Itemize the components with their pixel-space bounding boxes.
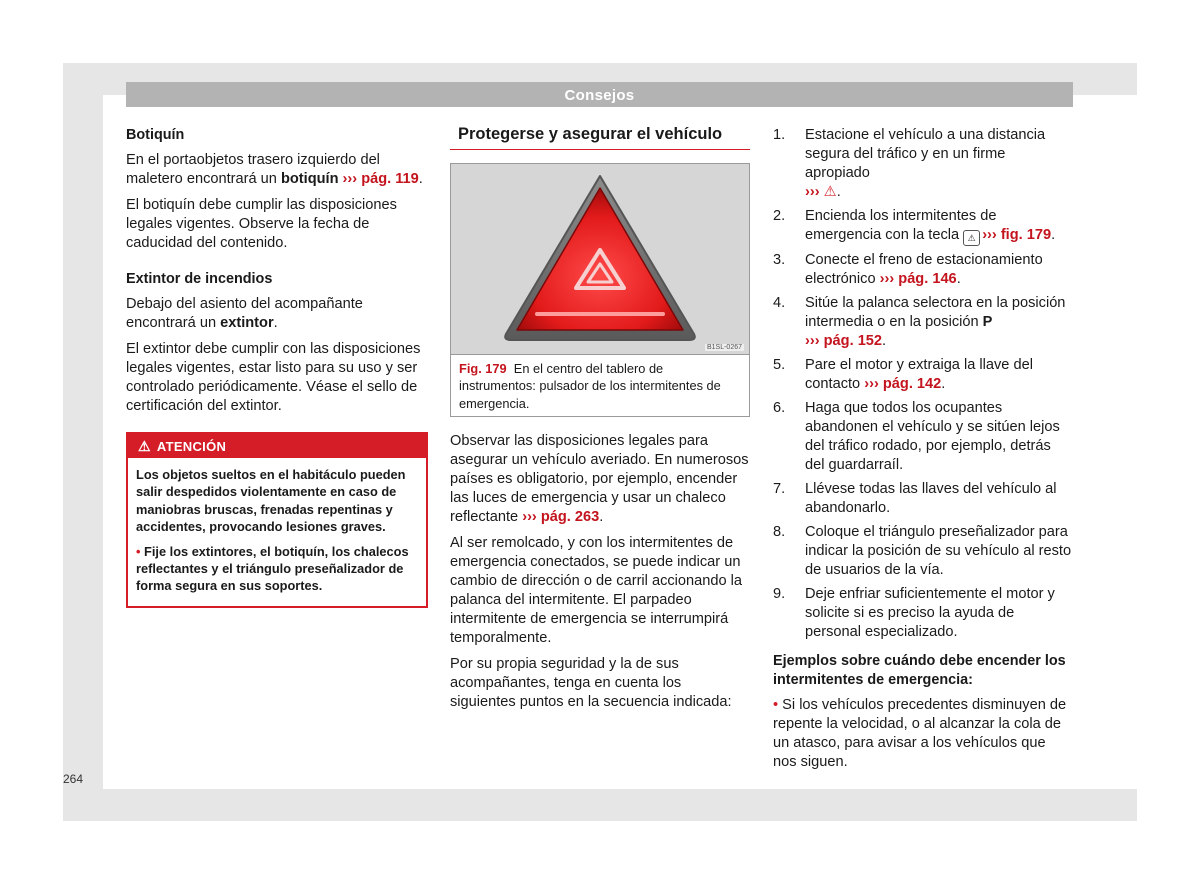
warning-icon: ⚠ — [823, 184, 837, 200]
extintor-paragraph-2: El extintor debe cumplir con las disposiciones legales vigentes, estar listo para su uso y ser controlado periódicamente. Véase el sello de certificación del extintor. — [126, 341, 421, 414]
caption-text: En el centro del tablero de instrumentos: pulsador de los intermitentes de emergencia. — [459, 361, 721, 411]
text: . — [273, 315, 278, 331]
warning-paragraph-2 — [136, 543, 418, 595]
step-text: Conecte el freno de estacionamiento electrónico — [805, 252, 1043, 287]
text: . — [418, 171, 423, 187]
botiquin-paragraph-1 — [126, 151, 428, 189]
bullet-icon: • — [773, 697, 779, 713]
warning-box — [126, 432, 428, 608]
text: . — [956, 271, 961, 287]
step-item — [773, 480, 1073, 518]
text: . — [882, 333, 887, 349]
step-text: Sitúe la palanca selectora en la posición intermedia o en la posición — [805, 295, 1066, 330]
steps-list — [773, 126, 1073, 642]
warning-triangle-icon: ⚠ — [138, 438, 151, 454]
text: Debajo del asiento del acompañante encontrará un — [126, 296, 363, 331]
step-number: 6. — [773, 400, 786, 416]
step-number: 9. — [773, 586, 786, 602]
botiquin-paragraph-2: El botiquín debe cumplir las disposiciones legales vigentes. Observe la fecha de caducidad del contenido. — [126, 197, 397, 251]
page-reference-link[interactable]: ››› pág. 146 — [879, 271, 957, 287]
figure-caption — [451, 355, 749, 416]
step-number: 8. — [773, 524, 786, 540]
step-text: Deje enfriar suficientemente el motor y solicite si es preciso la ayuda de personal especializado. — [805, 586, 1055, 640]
text: Observar las disposiciones legales para asegurar un vehículo averiado. En numerosos países es obligatorio, por ejemplo, encender las luces de emergencia y usar un chaleco reflectante — [450, 433, 749, 526]
hazard-key-icon: ⚠ — [963, 230, 980, 246]
column-left — [126, 126, 428, 608]
figure — [450, 163, 750, 417]
step-item — [773, 399, 1073, 475]
botiquin-title: Botiquín — [126, 127, 185, 143]
paragraph-2: Al ser remolcado, y con los intermitentes de emergencia conectados, se puede indicar un cambio de dirección o de carril accionando la palanca del intermitente. El parpadeo intermitente de emergencia se interrumpirá temporalmente. — [450, 535, 743, 647]
step-item — [773, 356, 1073, 394]
page-reference-link[interactable]: ››› pág. 263 — [518, 509, 600, 526]
step-text: Haga que todos los ocupantes abandonen el vehículo y se sitúen lejos del tráfico rodado, por ejemplo, detrás del guardarraíl. — [805, 400, 1060, 473]
page-number: 264 — [63, 772, 84, 786]
text: . — [599, 509, 604, 526]
bullet-icon: • — [136, 543, 141, 559]
step-number: 1. — [773, 127, 786, 143]
step-text: Llévese todas las llaves del vehículo al abandonarlo. — [805, 481, 1057, 516]
step-item — [773, 251, 1073, 289]
page-reference-link[interactable]: ››› pág. 152 — [805, 333, 883, 349]
page-reference-link[interactable]: ››› pág. 119 — [338, 171, 419, 187]
warning-title: ATENCIÓN — [156, 439, 227, 454]
paragraph-3: Por su propia seguridad y la de sus acompañantes, tenga en cuenta los siguientes puntos en la secuencia indicada: — [450, 656, 732, 711]
column-middle — [450, 126, 750, 719]
figure-reference-link[interactable]: ››› fig. 179 — [982, 227, 1052, 243]
text: Si los vehículos precedentes disminuyen de repente la velocidad, o al alcanzar la cola de un atasco, para avisar a los vehículos que nos siguen. — [773, 697, 1067, 770]
examples-bullet — [773, 696, 1073, 772]
page-reference-link[interactable]: ››› pág. 142 — [864, 376, 942, 392]
step-item — [773, 523, 1073, 580]
extintor-title: Extintor de incendios — [126, 271, 273, 287]
step-number: 3. — [773, 252, 786, 268]
step-text: Pare el motor y extraiga la llave del contacto — [805, 357, 1033, 392]
section-banner: Consejos — [126, 82, 1073, 107]
text: . — [836, 184, 841, 200]
extintor-paragraph-1 — [126, 295, 428, 333]
step-item — [773, 126, 1073, 202]
step-text: Estacione el vehículo a una distancia segura del tráfico y en un firme apropiado — [805, 127, 1046, 181]
bold-term: botiquín — [280, 171, 339, 187]
step-text: Encienda los intermitentes de emergencia con la tecla — [805, 208, 997, 243]
hazard-button-image — [451, 164, 749, 355]
step-item — [773, 585, 1073, 642]
step-number: 2. — [773, 208, 786, 224]
text: . — [941, 376, 946, 392]
paragraph-1 — [450, 432, 750, 527]
reference-link[interactable]: ››› — [805, 184, 824, 200]
step-number: 7. — [773, 481, 786, 497]
bold-term: extintor — [220, 315, 274, 331]
text: . — [1051, 227, 1056, 243]
step-number: 4. — [773, 295, 786, 311]
hazard-triangle-icon — [451, 164, 749, 354]
bold-term: P — [982, 314, 993, 330]
step-item — [773, 294, 1073, 351]
warning-paragraph-1: Los objetos sueltos en el habitáculo pueden salir despedidos violentamente en caso de maniobras bruscas, frenadas repentinas y accidentes, provocando lesiones graves. — [136, 467, 406, 535]
column-right — [773, 126, 1073, 779]
section-heading: Protegerse y asegurar el vehículo — [450, 125, 750, 150]
step-text: Coloque el triángulo preseñalizador para indicar la posición de su vehículo al resto de usuarios de la vía. — [805, 524, 1072, 578]
figure-code: B1SL-0267 — [706, 344, 742, 351]
figure-label: Fig. 179 — [459, 361, 507, 376]
text: En el portaobjetos trasero izquierdo del maletero encontrará un — [126, 152, 380, 187]
step-number: 5. — [773, 357, 786, 373]
text: Fije los extintores, el botiquín, los chalecos reflectantes y el triángulo preseñalizador de forma segura en sus soportes. — [136, 543, 409, 594]
examples-title: Ejemplos sobre cuándo debe encender los intermitentes de emergencia: — [773, 653, 1066, 688]
warning-header — [128, 434, 426, 458]
step-item — [773, 207, 1073, 246]
warning-body — [128, 458, 426, 606]
